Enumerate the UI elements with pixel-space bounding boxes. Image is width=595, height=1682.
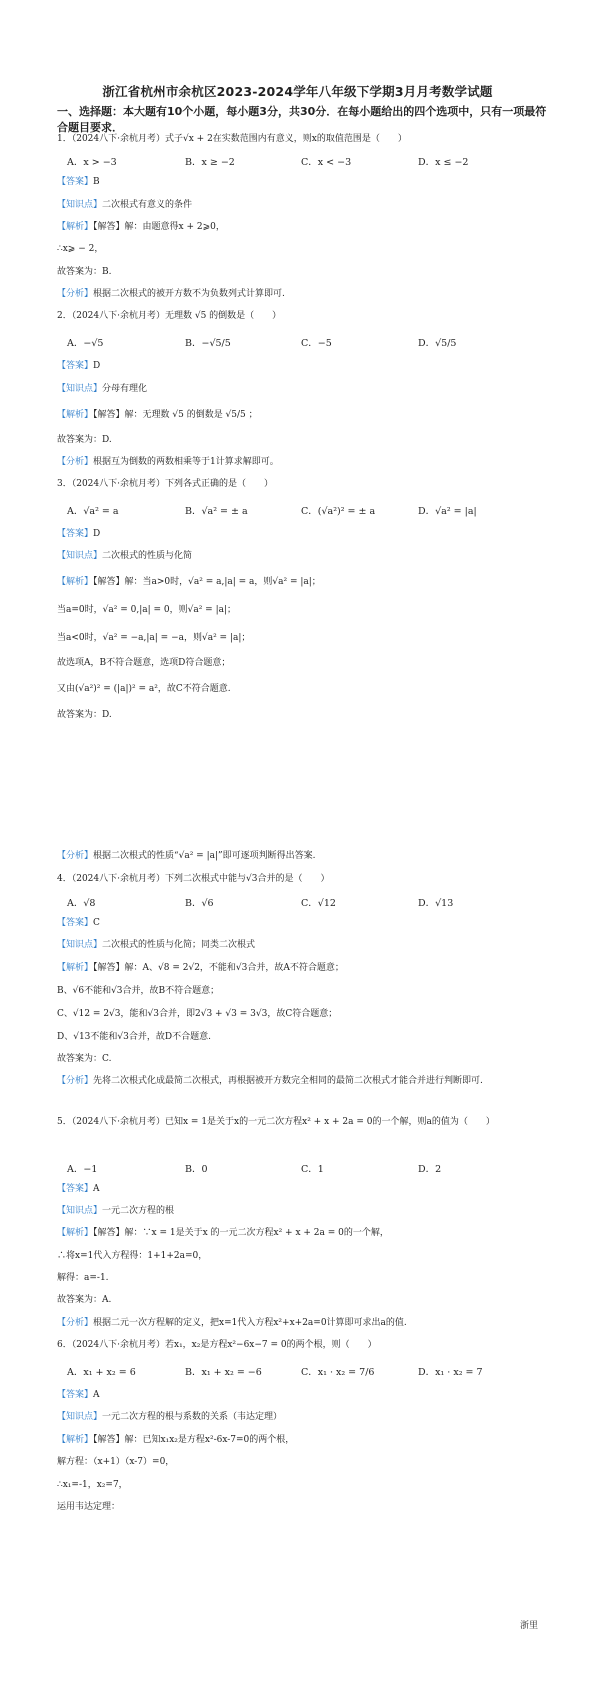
answer-value: B xyxy=(93,177,100,187)
options-row xyxy=(67,503,547,517)
option-a: A．−√5 xyxy=(67,338,104,349)
page-title: 浙江省杭州市余杭区2023-2024学年八年级下学期3月月考数学试题 xyxy=(102,84,493,99)
analysis-line: ∴将x=1代入方程得：1+1+2a=0， xyxy=(57,1251,208,1261)
option-d: D．√13 xyxy=(418,898,454,909)
summary-text: 根据二元一次方程解的定义，把x=1代入方程x²+x+2a=0计算即可求出a的值. xyxy=(93,1318,407,1328)
answer-line xyxy=(57,176,552,189)
knowledge-tag: 【知识点】 xyxy=(57,1412,103,1422)
analysis-text: 【解答】解：无理数 √5 的倒数是 √5/5 ； xyxy=(93,410,258,420)
option-d: D．√5/5 xyxy=(418,338,457,349)
knowledge-text: 一元二次方程的根与系数的关系（韦达定理） xyxy=(102,1412,283,1422)
knowledge-tag: 【知识点】 xyxy=(57,384,103,394)
option-a: A．x₁ + x₂ = 6 xyxy=(67,1367,136,1378)
summary-tag: 【分析】 xyxy=(57,289,94,299)
answer-value: D xyxy=(93,529,101,539)
analysis-line: 运用韦达定理： xyxy=(57,1502,121,1512)
analysis-tag: 【解析】 xyxy=(57,577,94,587)
analysis-line: B、√6不能和√3合并，故B不符合题意； xyxy=(57,986,220,996)
option-b: B．−√5/5 xyxy=(185,338,231,349)
knowledge-text: 二次根式的性质与化简；同类二次根式 xyxy=(102,940,256,950)
analysis-line: 故选项A，B不符合题意，选项D符合题意； xyxy=(57,658,231,668)
question-stem: 3．（2024八下·余杭月考）下列各式正确的是（ ） xyxy=(57,479,273,489)
summary-text: 根据互为倒数的两数相乘等于1计算求解即可。 xyxy=(93,457,279,467)
option-c: C．(√a²)² = ± a xyxy=(301,506,376,517)
answer-tag: 【答案】 xyxy=(57,1390,94,1400)
answer-line xyxy=(57,528,552,541)
options-row xyxy=(67,1161,547,1175)
option-a: A．√8 xyxy=(67,898,96,909)
analysis-line: ∴x₁=-1，x₂=7， xyxy=(57,1480,128,1490)
question-stem: 6．（2024八下·余杭月考）若x₁，x₂是方程x²−6x−7 = 0的两个根，则（ ） xyxy=(57,1340,377,1350)
analysis-tag: 【解析】 xyxy=(57,410,94,420)
analysis-text: 【解答】解：已知x₁x₂是方程x²-6x-7=0的两个根， xyxy=(93,1435,295,1445)
options-row xyxy=(67,154,547,168)
knowledge-line xyxy=(57,199,552,212)
question-stem: 2．（2024八下·余杭月考）无理数 √5 的倒数是（ ） xyxy=(57,311,282,321)
option-b: B．x ≥ −2 xyxy=(185,157,235,168)
page-footer: 浙里 xyxy=(520,1621,539,1631)
answer-line xyxy=(57,917,552,930)
analysis-line: 故答案为：A. xyxy=(57,1295,112,1305)
question-stem: 1．（2024八下·余杭月考）式子√x + 2在实数范围内有意义，则x的取值范围是（ ） xyxy=(57,134,407,144)
analysis-text: 【解答】解：由题意得x + 2⩾0， xyxy=(93,222,225,232)
knowledge-text: 二次根式有意义的条件 xyxy=(102,200,193,210)
analysis-tag: 【解析】 xyxy=(57,1228,94,1238)
knowledge-line xyxy=(57,1411,552,1424)
summary-line xyxy=(57,456,552,469)
analysis-line: 又由(√a²)² = (|a|)² = a²，故C不符合题意. xyxy=(57,684,231,694)
options-row xyxy=(67,1364,547,1378)
knowledge-tag: 【知识点】 xyxy=(57,1206,103,1216)
analysis-line xyxy=(57,409,552,422)
summary-tag: 【分析】 xyxy=(57,1076,94,1086)
option-a: A．−1 xyxy=(67,1164,98,1175)
analysis-line: ∴x⩾ − 2， xyxy=(57,244,104,254)
option-b: B．√6 xyxy=(185,898,214,909)
analysis-line: 解方程：（x+1）（x-7）=0， xyxy=(57,1457,175,1467)
summary-line xyxy=(57,1074,552,1089)
analysis-line: 当a=0时，√a² = 0,|a| = 0，则√a² = |a|； xyxy=(57,605,237,615)
summary-text: 根据二次根式的性质“√a² = |a|”即可逐项判断得出答案. xyxy=(93,851,316,861)
analysis-line: 故答案为：D. xyxy=(57,710,112,720)
options-row xyxy=(67,895,547,909)
analysis-line: 故答案为：D. xyxy=(57,435,112,445)
knowledge-tag: 【知识点】 xyxy=(57,940,103,950)
summary-line xyxy=(57,288,552,301)
analysis-line: 故答案为：C. xyxy=(57,1054,112,1064)
summary-tag: 【分析】 xyxy=(57,1318,94,1328)
answer-tag: 【答案】 xyxy=(57,918,94,928)
analysis-line: D、√13不能和√3合并，故D不合题意. xyxy=(57,1032,211,1042)
summary-tag: 【分析】 xyxy=(57,851,94,861)
answer-value: A xyxy=(93,1390,100,1400)
option-c: C．1 xyxy=(301,1164,324,1175)
analysis-tag: 【解析】 xyxy=(57,222,94,232)
analysis-line: C、√12 = 2√3，能和√3合并，即2√3 + √3 = 3√3，故C符合题意； xyxy=(57,1009,338,1019)
analysis-line xyxy=(57,221,552,234)
knowledge-line xyxy=(57,550,552,563)
question-stem: 4．（2024八下·余杭月考）下列二次根式中能与√3合并的是（ ） xyxy=(57,874,330,884)
analysis-line xyxy=(57,1434,552,1447)
option-a: A．√a² = a xyxy=(67,506,119,517)
summary-line xyxy=(57,850,552,863)
answer-value: A xyxy=(93,1184,100,1194)
analysis-line: 当a<0时，√a² = −a,|a| = −a，则√a² = |a|； xyxy=(57,633,251,643)
answer-line xyxy=(57,1183,552,1196)
summary-line xyxy=(57,1317,552,1330)
knowledge-line xyxy=(57,383,552,396)
analysis-text: 【解答】解：∵x = 1是关于x 的一元二次方程x² + x + 2a = 0的一个解， xyxy=(93,1228,389,1238)
section-heading: 一、选择题：本大题有10个小题，每小题3分，共30分．在每小题给出的四个选项中，只有一项最符合题目要求． xyxy=(57,105,547,134)
analysis-line: 解得：a=-1. xyxy=(57,1273,109,1283)
analysis-line: 故答案为：B. xyxy=(57,267,112,277)
summary-text: 根据二次根式的被开方数不为负数列式计算即可. xyxy=(93,289,285,299)
knowledge-text: 二次根式的性质与化简 xyxy=(102,551,193,561)
analysis-text: 【解答】解：当a>0时，√a² = a,|a| = a，则√a² = |a|； xyxy=(93,577,321,587)
option-a: A．x > −3 xyxy=(67,157,117,168)
knowledge-tag: 【知识点】 xyxy=(57,551,103,561)
option-d: D．√a² = |a| xyxy=(418,506,477,517)
option-d: D．x₁ · x₂ = 7 xyxy=(418,1367,483,1378)
knowledge-tag: 【知识点】 xyxy=(57,200,103,210)
option-d: D．x ≤ −2 xyxy=(418,157,469,168)
summary-tag: 【分析】 xyxy=(57,457,94,467)
answer-tag: 【答案】 xyxy=(57,1184,94,1194)
summary-text: 先将二次根式化成最简二次根式，再根据被开方数完全相同的最简二次根式才能合并进行判断即可. xyxy=(93,1076,483,1086)
option-c: C．x < −3 xyxy=(301,157,352,168)
answer-tag: 【答案】 xyxy=(57,361,94,371)
option-b: B．√a² = ± a xyxy=(185,506,248,517)
answer-tag: 【答案】 xyxy=(57,177,94,187)
analysis-tag: 【解析】 xyxy=(57,1435,94,1445)
answer-value: D xyxy=(93,361,101,371)
option-c: C．−5 xyxy=(301,338,332,349)
analysis-line xyxy=(57,576,552,589)
answer-line xyxy=(57,1389,552,1402)
answer-tag: 【答案】 xyxy=(57,529,94,539)
options-row xyxy=(67,335,547,349)
knowledge-line xyxy=(57,939,552,952)
knowledge-text: 分母有理化 xyxy=(102,384,148,394)
knowledge-line xyxy=(57,1205,552,1218)
knowledge-text: 一元二次方程的根 xyxy=(102,1206,175,1216)
option-b: B．0 xyxy=(185,1164,208,1175)
analysis-line xyxy=(57,1227,552,1240)
answer-line xyxy=(57,360,552,373)
analysis-tag: 【解析】 xyxy=(57,963,94,973)
option-d: D．2 xyxy=(418,1164,442,1175)
question-stem: 5．（2024八下·余杭月考）已知x = 1是关于x的一元二次方程x² + x + 2a = 0的一个解，则a的值为（ ） xyxy=(57,1117,495,1127)
analysis-text: 【解答】解：A、√8 = 2√2，不能和√3合并，故A不符合题意； xyxy=(93,963,344,973)
option-c: C．√12 xyxy=(301,898,336,909)
analysis-line xyxy=(57,962,552,975)
option-c: C．x₁ · x₂ = 7/6 xyxy=(301,1367,375,1378)
answer-value: C xyxy=(93,918,100,928)
option-b: B．x₁ + x₂ = −6 xyxy=(185,1367,262,1378)
